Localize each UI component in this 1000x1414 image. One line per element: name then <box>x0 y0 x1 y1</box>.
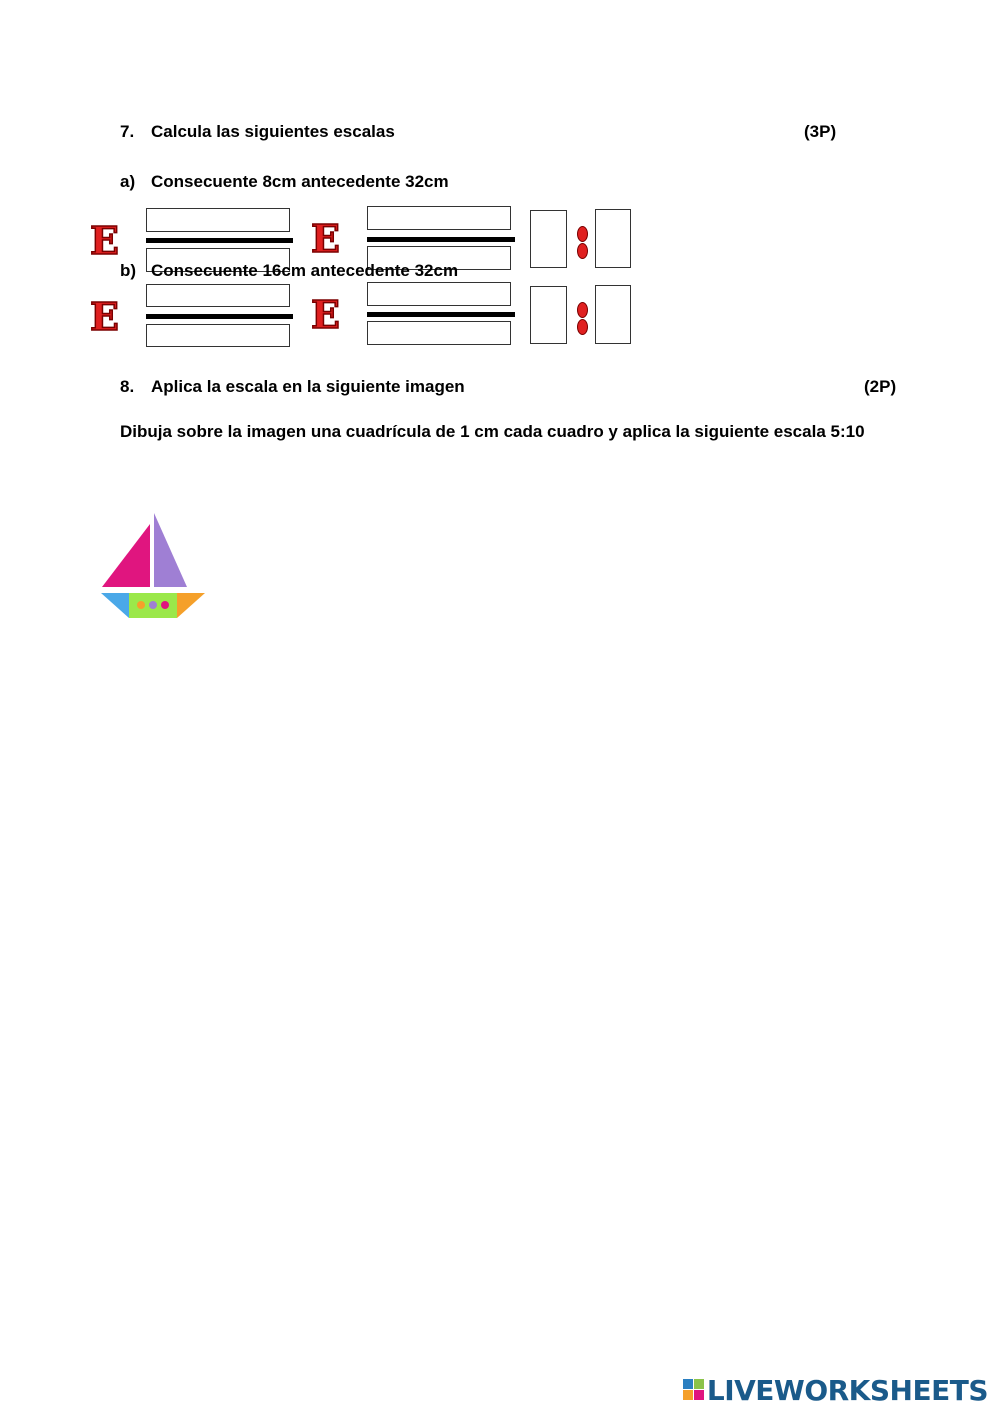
ratio-box-left[interactable] <box>530 286 567 344</box>
right-sail <box>154 513 187 587</box>
hull-right-triangle <box>177 593 205 618</box>
fraction-bar <box>367 312 515 317</box>
instruction-text: Dibuja sobre la imagen una cuadrícula de 1 cm cada cuadro y aplica la siguiente escala 5:10 <box>120 422 865 441</box>
question-7-points: (3P) <box>804 122 837 141</box>
subquestion-b <box>120 261 458 281</box>
liveworksheets-logo <box>683 1373 988 1407</box>
scale-letter-e: E <box>90 218 119 263</box>
brand-name: LIVEWORKSHEETS <box>706 1373 988 1407</box>
hull-left-triangle <box>101 593 129 618</box>
ratio-box-right[interactable] <box>595 285 631 344</box>
porthole <box>161 601 169 609</box>
answer-box-numerator[interactable] <box>146 208 290 232</box>
answer-box-numerator[interactable] <box>146 284 290 307</box>
fraction-bar <box>367 237 515 242</box>
subquestion-letter: b) <box>120 261 137 280</box>
porthole <box>137 601 145 609</box>
subquestion-letter: a) <box>120 172 136 191</box>
sailboat-image <box>98 510 208 622</box>
answer-box-numerator[interactable] <box>367 206 511 230</box>
question-title: Aplica la escala en la siguiente imagen <box>151 377 465 396</box>
question-8-heading <box>120 377 465 397</box>
subquestion-text: Consecuente 16cm antecedente 32cm <box>151 261 459 280</box>
scale-letter-e: E <box>90 294 119 339</box>
left-sail <box>102 524 150 587</box>
scale-letter-e: E <box>311 292 340 337</box>
question-number: 7. <box>120 122 135 141</box>
ratio-box-right[interactable] <box>595 209 631 268</box>
ratio-box-left[interactable] <box>530 210 567 268</box>
porthole <box>149 601 157 609</box>
logo-mark-icon <box>683 1379 705 1401</box>
answer-box-denominator[interactable] <box>367 321 511 345</box>
question-7-heading <box>120 122 395 142</box>
question-title: Calcula las siguientes escalas <box>151 122 395 141</box>
scale-letter-e: E <box>311 216 340 261</box>
fraction-bar <box>146 314 293 319</box>
question-8-points: (2P) <box>864 377 897 396</box>
answer-box-denominator[interactable] <box>146 324 290 347</box>
answer-box-numerator[interactable] <box>367 282 511 306</box>
subquestion-a <box>120 172 449 192</box>
subquestion-text: Consecuente 8cm antecedente 32cm <box>151 172 449 191</box>
question-number: 8. <box>120 377 135 396</box>
fraction-bar <box>146 238 293 243</box>
